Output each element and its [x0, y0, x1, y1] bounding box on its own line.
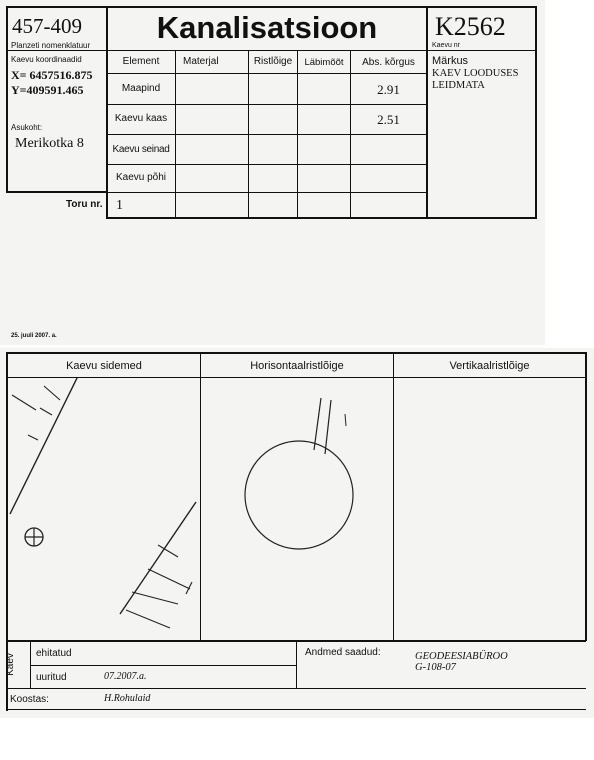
col-title-well-connections: Kaevu sidemed: [66, 360, 142, 372]
pipe-line-left: [314, 398, 321, 450]
connection-line: [120, 502, 196, 614]
y-coordinate: Y=409591.465: [11, 83, 84, 97]
connection-tick: [158, 545, 178, 557]
connection-tick: [44, 386, 60, 400]
pipe-number-value: 1: [116, 198, 123, 213]
connection-tick: [126, 610, 170, 628]
row-abs-height-value: 2.51: [377, 112, 400, 127]
col-header-diameter: Läbimõõt: [304, 57, 344, 68]
pipe-mark: [345, 414, 346, 426]
well-id: K2562: [435, 12, 506, 41]
map-number-label: Planzeti nomenklatuur: [11, 41, 91, 50]
col-header-element: Element: [122, 56, 160, 67]
row-element-label: Kaevu põhi: [115, 172, 167, 183]
upper-card-background: [0, 0, 545, 345]
pipe-line-right: [325, 400, 331, 454]
remarks-line-2: LEIDMATA: [432, 80, 485, 91]
horizontal-section-sketch: [201, 378, 393, 640]
connection-tick: [12, 395, 36, 410]
pipe-number-label: Toru nr.: [66, 199, 103, 210]
connection-tick: [28, 435, 38, 440]
remarks-label: Märkus: [432, 55, 469, 67]
well-id-label: Kaevu nr: [432, 42, 461, 49]
data-source-label: Andmed saadud:: [305, 647, 381, 658]
map-number: 457-409: [12, 14, 82, 38]
col-header-cross-section: Ristlõige: [253, 56, 293, 67]
coordinates-label: Kaevu koordinaadid: [11, 55, 82, 64]
col-title-vertical-section: Vertikaalristlõige: [449, 360, 530, 372]
x-coordinate: X= 6457516.875: [11, 68, 93, 82]
well-connections-sketch: [8, 378, 200, 640]
connection-tick: [132, 592, 178, 604]
row-element-label: Kaevu kaas: [114, 113, 168, 124]
col-title-horizontal-section: Horisontaalristlõige: [250, 360, 344, 372]
row-element-label: Kaevu seinad: [112, 144, 170, 155]
col-header-material: Materjal: [183, 56, 219, 67]
connection-tick: [40, 408, 52, 415]
row-element-label: Maapind: [121, 83, 161, 94]
location-value: Merikotka 8: [15, 136, 84, 151]
card-date: 25. juuli 2007. a.: [11, 333, 57, 339]
built-label: ehitatud: [36, 648, 72, 659]
col-header-abs-height: Abs. kõrgus: [362, 57, 415, 68]
row-abs-height-value: 2.91: [377, 82, 400, 97]
data-source-line-2: G-108-07: [415, 662, 456, 673]
connection-tick: [148, 569, 190, 589]
remarks-line-1: KAEV LOODUSES: [432, 68, 519, 79]
data-source-line-1: GEODEESIABÜROO: [415, 651, 508, 662]
location-label: Asukoht:: [11, 123, 43, 132]
connection-line: [10, 378, 78, 514]
author-label: Koostas:: [10, 694, 49, 705]
surveyed-label: uuritud: [36, 672, 67, 683]
well-circle: [245, 441, 353, 549]
side-label-well: Kaev: [4, 653, 16, 676]
author-name: H.Rohulaid: [104, 693, 151, 704]
surveyed-date: 07.2007.a.: [104, 671, 147, 682]
page-title: Kanalisatsioon: [156, 10, 378, 45]
